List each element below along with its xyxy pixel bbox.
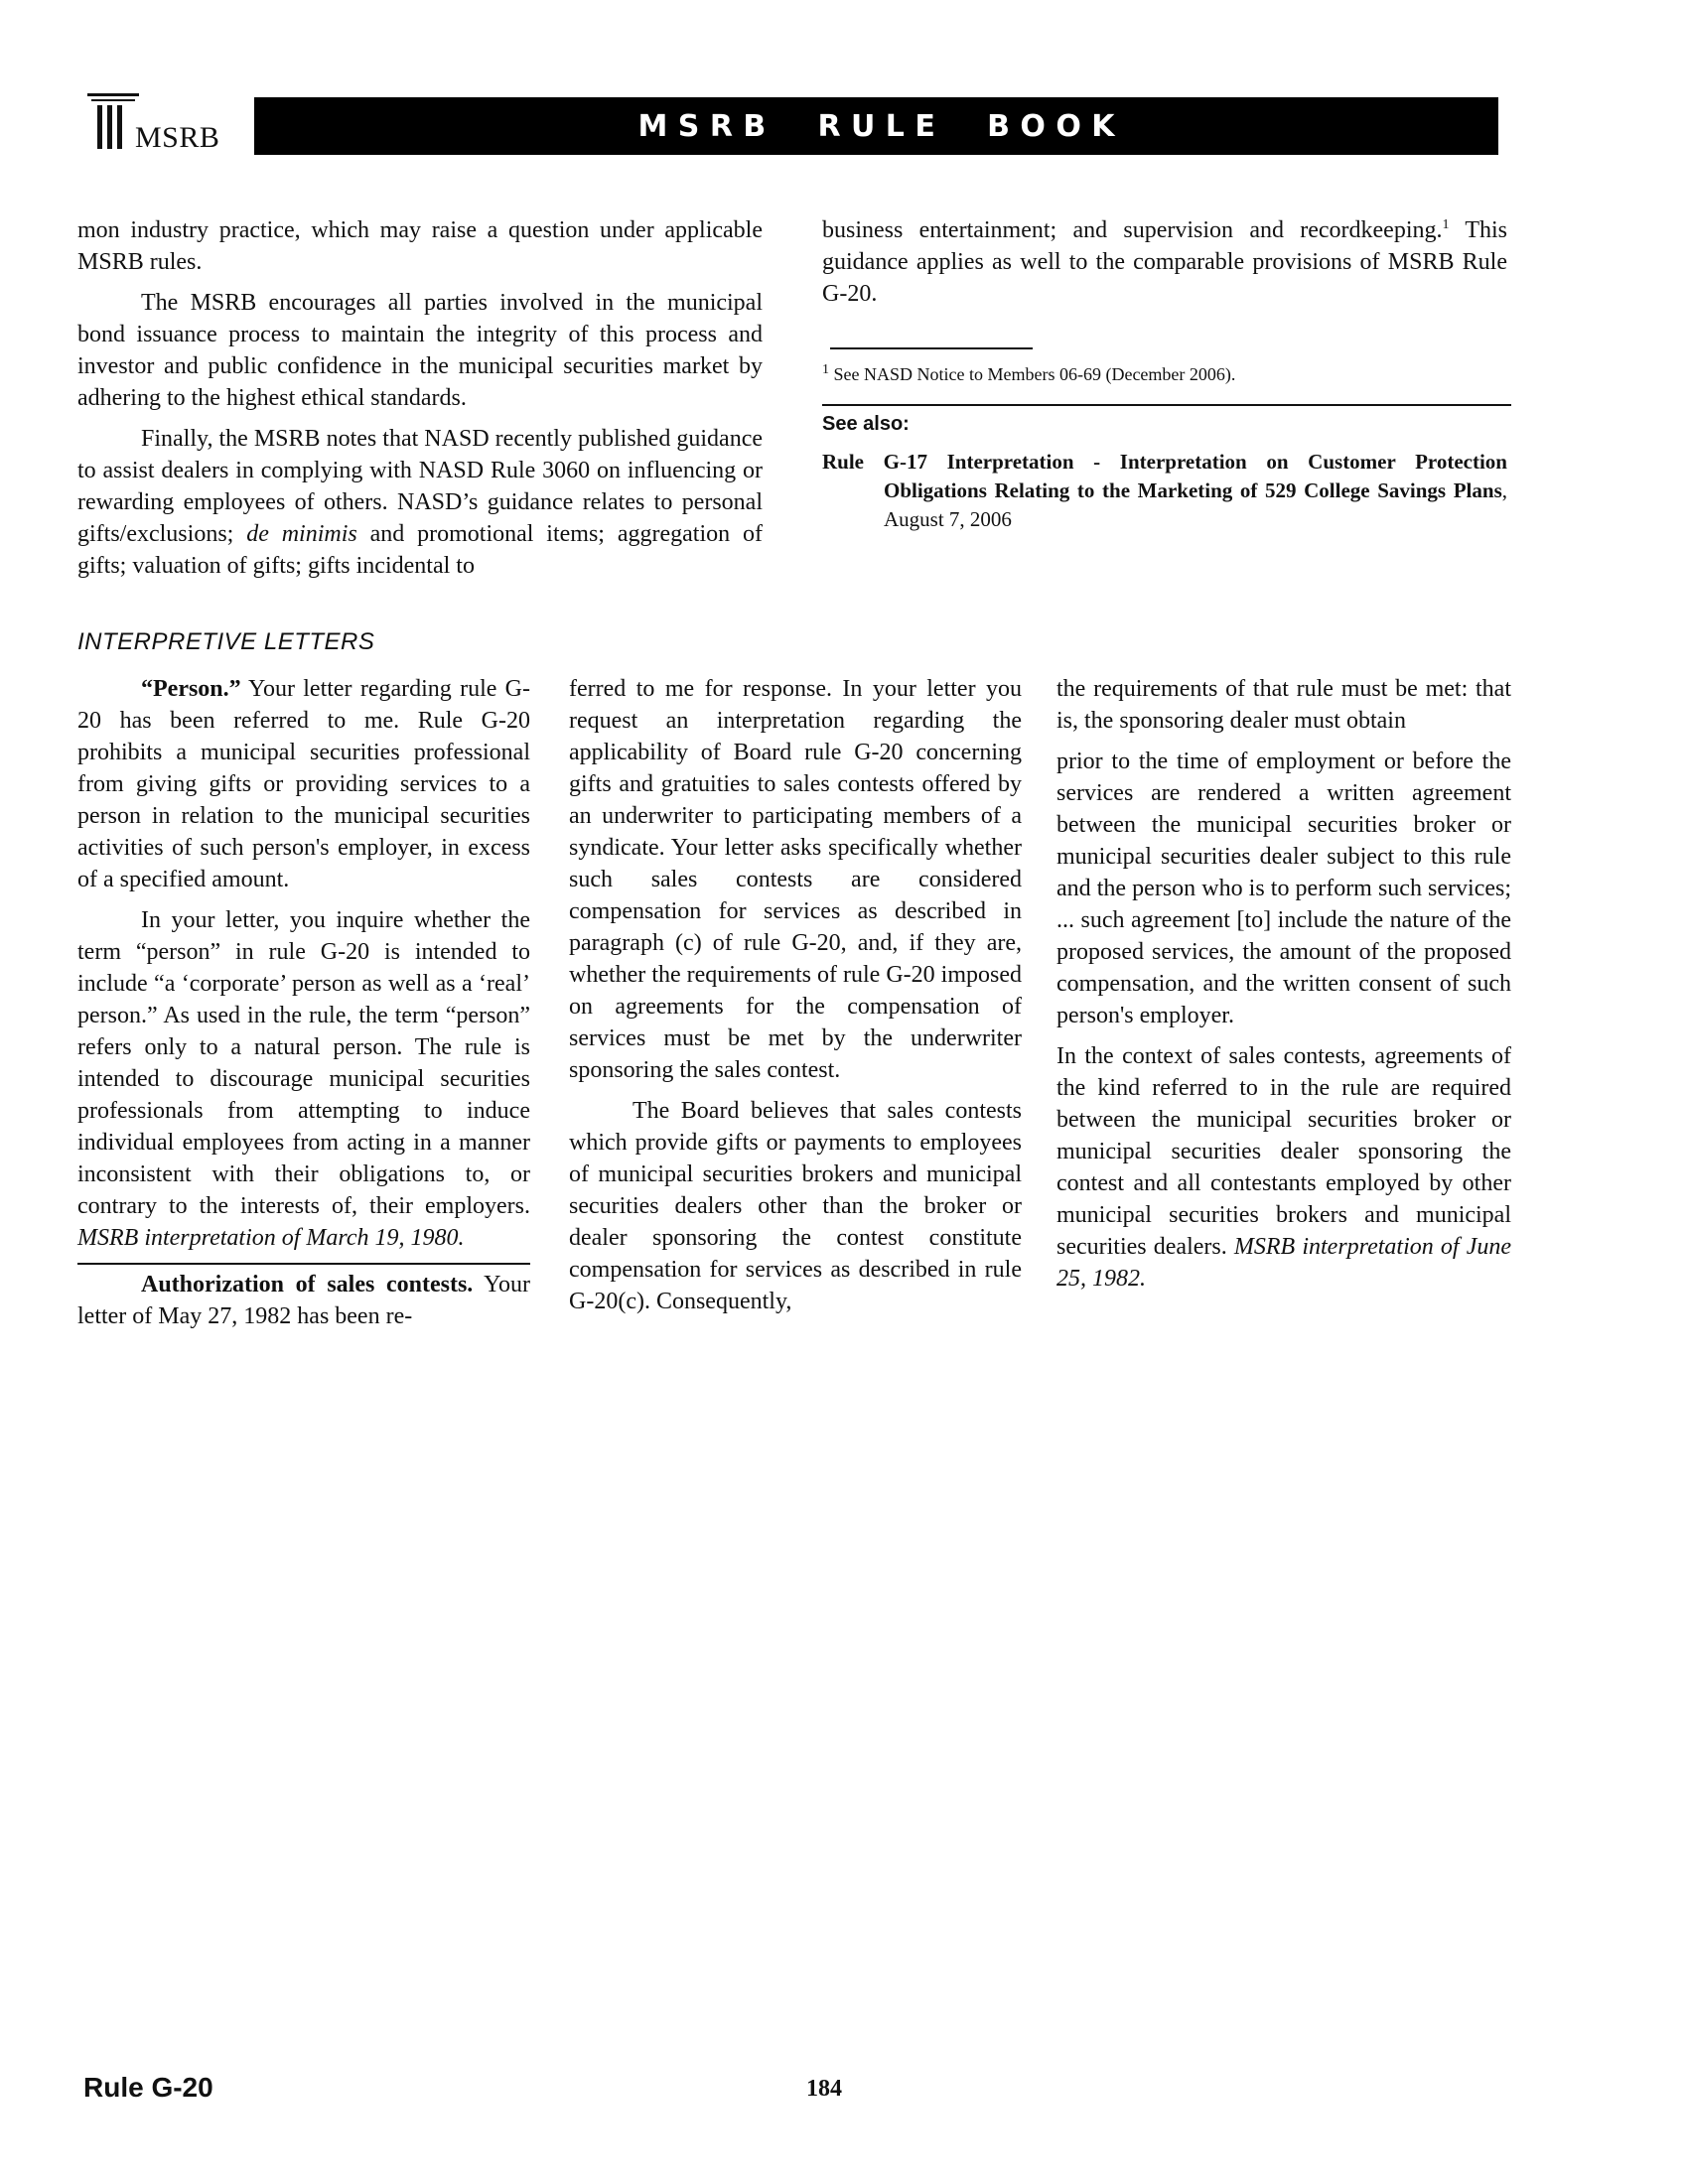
top-right-column	[822, 214, 1507, 319]
letter-title: Authorization of sales contests.	[141, 1272, 474, 1297]
text-run: Your letter regarding rule G-20 has been referred to me. Rule G-20 prohibits a municipal securities professional from giving gifts or providing services to a person in relation to the municipal securities activities of such person's employer, in excess of a specified amount.	[77, 676, 530, 892]
see-also-date: , August 7, 2006	[884, 478, 1507, 531]
letters-column-2	[569, 673, 1022, 1326]
citation: MSRB interpretation of March 19, 1980.	[77, 1225, 465, 1251]
letters-column-3	[1056, 673, 1511, 1303]
footer-rule-label: Rule G-20	[83, 2072, 213, 2103]
letters-column-1	[77, 673, 530, 1341]
page-number: 184	[806, 2076, 842, 2102]
footnote-ref: 1	[1442, 217, 1450, 232]
paragraph: the requirements of that rule must be met: that is, the sponsoring dealer must obtain	[1056, 676, 1511, 734]
text-run: This guidance applies as well to the comparable provisions of MSRB Rule G-20.	[822, 217, 1507, 307]
text-run: Finally, the MSRB notes that NASD recently published guidance to assist dealers in complying with NASD Rule 3060 on influencing or rewarding employees of others. NASD’s guidance relates to personal gifts/exclusions;	[77, 426, 763, 547]
footnote-mark: 1	[822, 362, 829, 377]
paragraph	[77, 1269, 530, 1332]
text-run: Your letter of May 27, 1982 has been re-	[77, 1272, 531, 1329]
msrb-logo	[85, 93, 254, 157]
italic-run: de minimis	[246, 521, 357, 547]
letter-title: “Person.”	[141, 676, 241, 702]
see-also-divider	[822, 404, 1511, 406]
paragraph	[822, 214, 1507, 310]
paragraph	[77, 423, 763, 582]
header-title: M S R B R U L E B O O K	[637, 108, 1115, 144]
see-also-label: See also:	[822, 413, 910, 435]
paragraph: The MSRB encourages all parties involved in the municipal bond issuance process to maintain the integrity of this process and investor and public confidence in the municipal securities market by adhering to the highest ethical standards.	[77, 290, 763, 411]
footnote	[822, 362, 1507, 386]
top-left-column	[77, 214, 763, 591]
text-run: In the context of sales contests, agreements of the kind referred to in the rule are required between the municipal securities broker or municipal securities dealer sponsoring the contest and all contestants employed by other municipal securities brokers and municipal securities dealers.	[1056, 1043, 1511, 1260]
see-also-link[interactable]: Rule G-17 Interpretation - Interpretation on Customer Protection Obligations Relating to the Marketing of 529 College Savings Plans	[822, 450, 1507, 502]
paragraph: ferred to me for response. In your letter you request an interpretation regarding the applicability of Board rule G-20 concerning gifts and gratuities to sales contests offered by an underwriter to participating members of a syndicate. Your letter asks specifically whether such sales contests are considered compensation for services as described in paragraph (c) of rule G-20, and, if they are, whether the requirements of rule G-20 imposed on agreements for the compensation of services must be met by the underwriter sponsoring the sales contest.	[569, 676, 1022, 1083]
text-run: and promotional items; aggregation of gifts; valuation of gifts; gifts incidental to	[77, 521, 763, 579]
section-heading: INTERPRETIVE LETTERS	[77, 628, 375, 655]
text-run: In your letter, you inquire whether the term “person” in rule G-20 is intended to include “a ‘corporate’ person as well as a ‘real’ person.” As used in the rule, the term “person” refers only to a natural person. The rule is intended to discourage municipal securities professionals from attempting to induce individual employees from acting in a manner inconsistent with their obligations to, or contrary to the interests of, their employers.	[77, 907, 530, 1219]
paragraph	[1056, 1040, 1511, 1295]
logo-text: MSRB	[135, 121, 220, 154]
citation: MSRB interpretation of June 25, 1982.	[1056, 1234, 1512, 1292]
paragraph: The Board believes that sales contests which provide gifts or payments to employees of municipal securities brokers and municipal securities dealers other than the broker or dealer sponsoring the contest constitute compensation for services as described in rule G-20(c). Consequently,	[569, 1098, 1022, 1314]
column-logo-icon	[85, 93, 141, 153]
footnote-text: See NASD Notice to Members 06-69 (December 2006).	[829, 364, 1236, 384]
footnote-divider	[830, 347, 1033, 349]
text-run: business entertainment; and supervision and recordkeeping.	[822, 217, 1443, 243]
paragraph	[77, 673, 530, 895]
paragraph: mon industry practice, which may raise a question under applicable MSRB rules.	[77, 217, 763, 275]
paragraph	[77, 904, 530, 1254]
block-quote: prior to the time of employment or before the services are rendered a written agreement between the municipal securities broker or municipal securities dealer subject to this rule and the person who is to perform such services; ... such agreement [to] include the nature of the proposed services, the amount of the proposed compensation, and the written consent of such person's employer.	[1056, 749, 1511, 1028]
letter-divider	[77, 1263, 530, 1265]
header-bar	[254, 97, 1498, 155]
see-also-entry	[822, 448, 1507, 534]
